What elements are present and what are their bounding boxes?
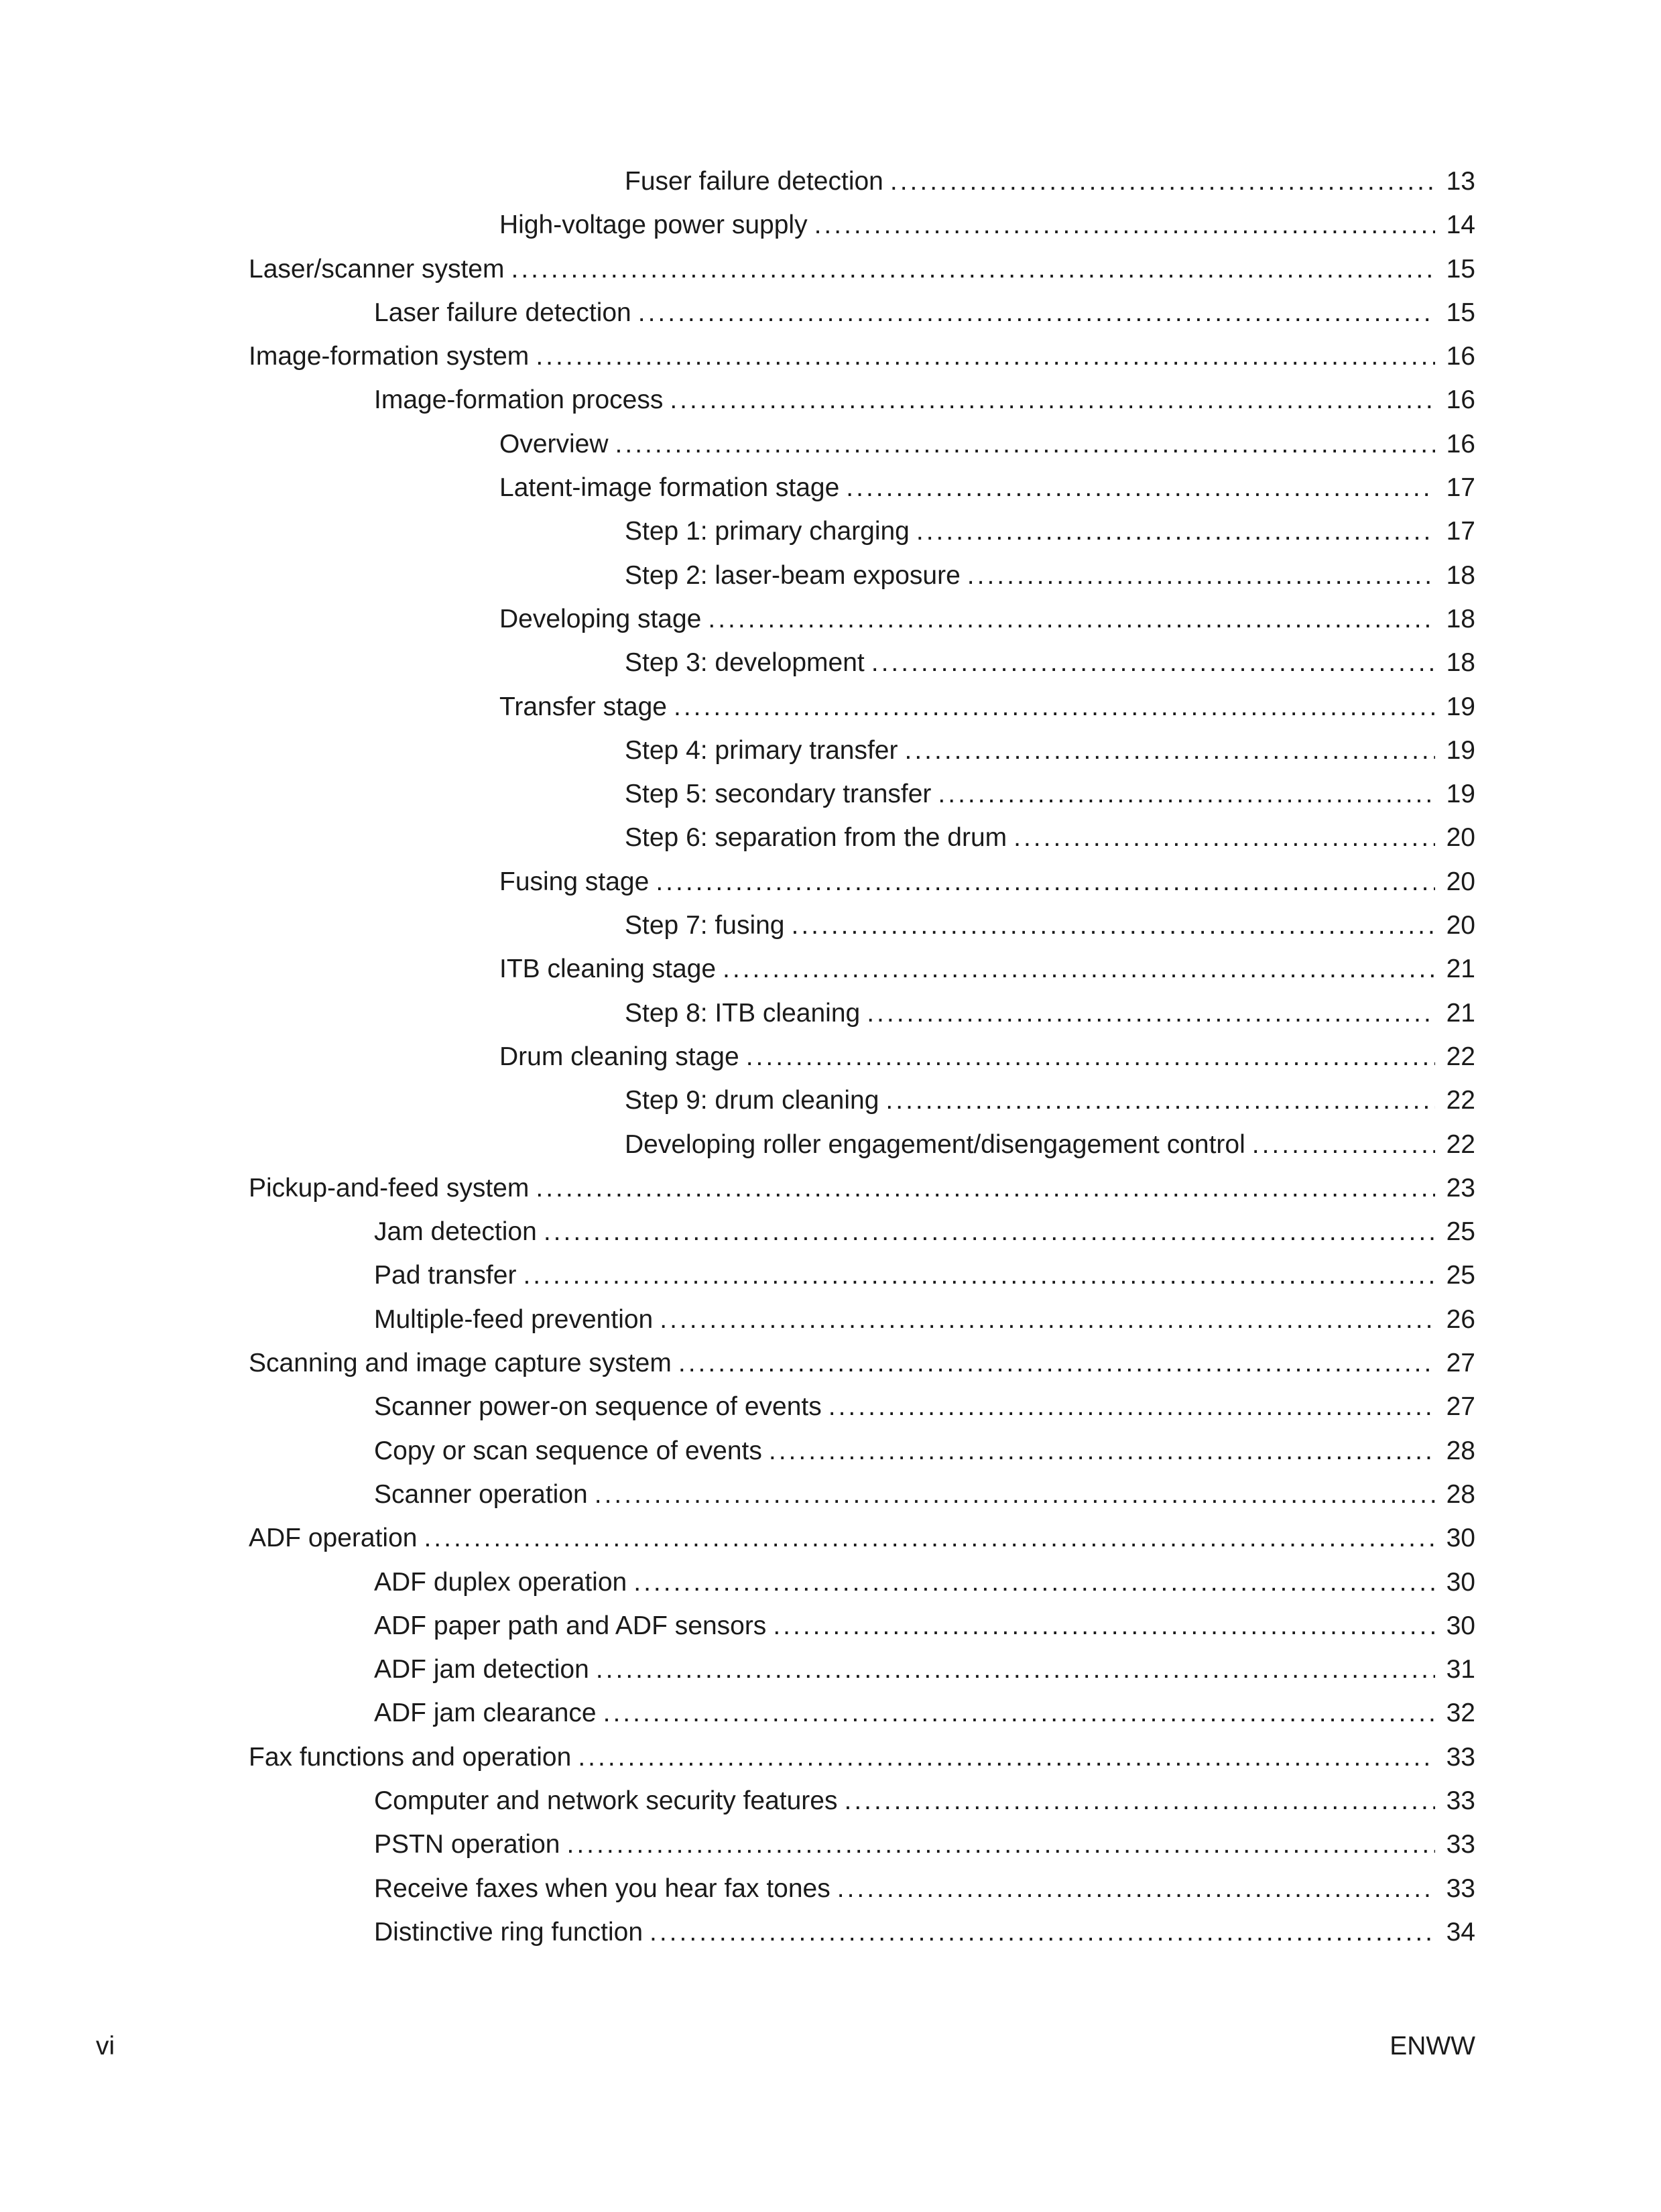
toc-entry-title: Latent-image formation stage <box>499 473 840 503</box>
toc-entry-title: Receive faxes when you hear fax tones <box>374 1873 830 1903</box>
toc-dot-leader <box>650 1910 1435 1954</box>
toc-entry[interactable] <box>0 816 1661 859</box>
toc-dot-leader <box>566 1823 1435 1866</box>
toc-entry-title: Laser failure detection <box>374 298 631 327</box>
toc-entry-page: 27 <box>1446 1349 1475 1378</box>
toc-entry-title: Distinctive ring function <box>374 1917 643 1947</box>
toc-dot-leader <box>670 378 1435 422</box>
toc-dot-leader <box>1252 1123 1435 1166</box>
toc-entry[interactable] <box>0 1210 1661 1253</box>
toc-dot-leader <box>511 247 1436 291</box>
toc-entry-page: 33 <box>1446 1873 1475 1903</box>
toc-entry-title: ADF operation <box>249 1524 418 1553</box>
toc-entry-title: Step 5: secondary transfer <box>625 780 932 809</box>
toc-dot-leader <box>595 1473 1435 1516</box>
toc-entry[interactable] <box>0 1691 1661 1735</box>
toc-entry-title: Overview <box>499 429 609 458</box>
toc-entry-page: 15 <box>1446 254 1475 284</box>
toc-entry-page: 21 <box>1446 955 1475 984</box>
toc-dot-leader <box>638 291 1435 334</box>
toc-dot-leader <box>769 1429 1435 1473</box>
toc-entry[interactable] <box>0 247 1661 291</box>
toc-entry[interactable] <box>0 1867 1661 1910</box>
toc-entry[interactable] <box>0 1429 1661 1473</box>
toc-entry-title: Image-formation system <box>249 342 530 371</box>
toc-entry-page: 22 <box>1446 1129 1475 1159</box>
toc-entry-title: High-voltage power supply <box>499 210 808 240</box>
toc-entry-page: 19 <box>1446 735 1475 765</box>
toc-entry-title: Developing stage <box>499 604 702 633</box>
toc-entry[interactable] <box>0 1298 1661 1341</box>
toc-entry-title: Step 3: development <box>625 648 865 678</box>
toc-entry-page: 25 <box>1446 1261 1475 1290</box>
footer-doc-code: ENWW <box>1390 2032 1475 2061</box>
toc-entry[interactable] <box>0 160 1661 203</box>
toc-entry[interactable] <box>0 772 1661 816</box>
toc-entry-page: 23 <box>1446 1173 1475 1203</box>
toc-entry-page: 17 <box>1446 517 1475 546</box>
toc-entry-page: 17 <box>1446 473 1475 503</box>
toc-entry[interactable] <box>0 203 1661 247</box>
footer-page-number: vi <box>96 2032 115 2061</box>
toc-entry[interactable] <box>0 860 1661 904</box>
toc-dot-leader <box>723 947 1435 991</box>
toc-entry-page: 14 <box>1446 210 1475 240</box>
toc-entry[interactable] <box>0 378 1661 422</box>
toc-dot-leader <box>424 1516 1435 1560</box>
toc-entry-page: 22 <box>1446 1086 1475 1115</box>
toc-entry-title: ADF jam clearance <box>374 1699 597 1728</box>
toc-dot-leader <box>656 860 1435 904</box>
toc-entry[interactable] <box>0 1779 1661 1823</box>
toc-dot-leader <box>814 203 1435 247</box>
toc-entry-title: Fuser failure detection <box>625 167 883 196</box>
toc-dot-leader <box>633 1560 1435 1604</box>
toc-entry[interactable] <box>0 729 1661 772</box>
toc-dot-leader <box>603 1691 1435 1735</box>
toc-entry[interactable] <box>0 334 1661 378</box>
toc-entry-page: 20 <box>1446 823 1475 853</box>
toc-dot-leader <box>536 1166 1435 1210</box>
toc-entry-page: 28 <box>1446 1436 1475 1465</box>
table-of-contents <box>0 160 1661 1954</box>
toc-dot-leader <box>867 991 1435 1035</box>
toc-entry[interactable] <box>0 597 1661 641</box>
toc-entry[interactable] <box>0 947 1661 991</box>
toc-entry-page: 25 <box>1446 1217 1475 1247</box>
toc-entry-title: Pad transfer <box>374 1261 517 1290</box>
toc-entry-title: Pickup-and-feed system <box>249 1173 530 1203</box>
toc-dot-leader <box>674 685 1435 729</box>
toc-dot-leader <box>845 1779 1436 1823</box>
toc-entry-title: Step 7: fusing <box>625 911 785 940</box>
toc-dot-leader <box>938 772 1435 816</box>
toc-entry-title: Image-formation process <box>374 385 664 415</box>
toc-entry[interactable] <box>0 1253 1661 1297</box>
toc-entry-title: Scanner operation <box>374 1479 588 1509</box>
toc-entry[interactable] <box>0 1079 1661 1122</box>
toc-dot-leader <box>904 729 1435 772</box>
toc-entry-page: 18 <box>1446 560 1475 590</box>
toc-dot-leader <box>523 1253 1435 1297</box>
toc-entry-page: 19 <box>1446 780 1475 809</box>
toc-entry[interactable] <box>0 685 1661 729</box>
toc-entry-page: 30 <box>1446 1524 1475 1553</box>
toc-entry-page: 30 <box>1446 1567 1475 1597</box>
toc-entry[interactable] <box>0 1910 1661 1954</box>
toc-dot-leader <box>708 597 1435 641</box>
toc-entry-title: Fusing stage <box>499 867 650 896</box>
toc-dot-leader <box>846 466 1435 509</box>
toc-entry-page: 31 <box>1446 1655 1475 1684</box>
toc-entry-title: Step 8: ITB cleaning <box>625 998 861 1028</box>
toc-entry[interactable] <box>0 1735 1661 1779</box>
toc-dot-leader <box>544 1210 1435 1253</box>
toc-entry[interactable] <box>0 1473 1661 1516</box>
toc-entry[interactable] <box>0 641 1661 684</box>
toc-entry-page: 13 <box>1446 167 1475 196</box>
toc-entry-page: 21 <box>1446 998 1475 1028</box>
toc-entry-page: 15 <box>1446 298 1475 327</box>
toc-entry-page: 18 <box>1446 648 1475 678</box>
toc-entry-page: 19 <box>1446 692 1475 721</box>
toc-entry-title: Scanner power-on sequence of events <box>374 1392 822 1422</box>
toc-entry-page: 33 <box>1446 1742 1475 1772</box>
toc-entry-title: Transfer stage <box>499 692 667 721</box>
toc-entry-title: Step 1: primary charging <box>625 517 910 546</box>
toc-entry-title: Laser/scanner system <box>249 254 505 284</box>
toc-entry-page: 28 <box>1446 1479 1475 1509</box>
toc-entry-title: Developing roller engagement/disengagement control <box>625 1129 1245 1159</box>
toc-entry-page: 20 <box>1446 867 1475 896</box>
toc-entry[interactable] <box>0 554 1661 597</box>
toc-entry-title: Step 4: primary transfer <box>625 735 898 765</box>
toc-dot-leader <box>885 1079 1435 1122</box>
toc-entry[interactable] <box>0 1823 1661 1866</box>
toc-entry-title: Drum cleaning stage <box>499 1042 739 1071</box>
toc-entry-title: ADF jam detection <box>374 1655 589 1684</box>
toc-entry[interactable] <box>0 1166 1661 1210</box>
toc-entry-page: 16 <box>1446 429 1475 458</box>
toc-entry-page: 16 <box>1446 342 1475 371</box>
toc-dot-leader <box>678 1341 1435 1385</box>
toc-entry-title: ADF paper path and ADF sensors <box>374 1611 767 1640</box>
toc-dot-leader <box>660 1298 1435 1341</box>
toc-entry-title: Step 2: laser-beam exposure <box>625 560 961 590</box>
toc-entry[interactable] <box>0 1123 1661 1166</box>
toc-entry[interactable] <box>0 1516 1661 1560</box>
toc-dot-leader <box>596 1648 1435 1691</box>
toc-entry-page: 27 <box>1446 1392 1475 1422</box>
toc-dot-leader <box>828 1385 1435 1428</box>
toc-entry-page: 22 <box>1446 1042 1475 1071</box>
toc-entry-page: 34 <box>1446 1917 1475 1947</box>
toc-entry-page: 32 <box>1446 1699 1475 1728</box>
toc-entry-page: 33 <box>1446 1786 1475 1815</box>
toc-entry-page: 30 <box>1446 1611 1475 1640</box>
toc-entry[interactable] <box>0 904 1661 947</box>
toc-entry[interactable] <box>0 509 1661 553</box>
toc-entry[interactable] <box>0 1385 1661 1428</box>
toc-entry[interactable] <box>0 466 1661 509</box>
toc-dot-leader <box>792 904 1436 947</box>
toc-entry[interactable] <box>0 422 1661 466</box>
toc-entry-title: Multiple-feed prevention <box>374 1304 654 1334</box>
toc-dot-leader <box>536 334 1435 378</box>
toc-entry-title: ADF duplex operation <box>374 1567 627 1597</box>
toc-entry-title: Fax functions and operation <box>249 1742 572 1772</box>
toc-dot-leader <box>773 1604 1435 1648</box>
toc-entry-page: 20 <box>1446 911 1475 940</box>
toc-entry[interactable] <box>0 991 1661 1035</box>
toc-entry-title: Computer and network security features <box>374 1786 838 1815</box>
toc-entry-title: ITB cleaning stage <box>499 955 717 984</box>
toc-dot-leader <box>890 160 1435 203</box>
toc-entry-page: 18 <box>1446 604 1475 633</box>
toc-entry-page: 26 <box>1446 1304 1475 1334</box>
toc-entry-title: Step 9: drum cleaning <box>625 1086 879 1115</box>
toc-entry[interactable] <box>0 1648 1661 1691</box>
toc-dot-leader <box>916 509 1435 553</box>
toc-entry[interactable] <box>0 291 1661 334</box>
toc-dot-leader <box>746 1035 1435 1079</box>
toc-entry[interactable] <box>0 1035 1661 1079</box>
toc-entry-page: 33 <box>1446 1830 1475 1859</box>
toc-dot-leader <box>615 422 1435 466</box>
toc-dot-leader <box>871 641 1435 684</box>
toc-dot-leader <box>578 1735 1435 1779</box>
toc-entry-title: Step 6: separation from the drum <box>625 823 1007 853</box>
toc-entry-title: Scanning and image capture system <box>249 1349 672 1378</box>
toc-entry[interactable] <box>0 1604 1661 1648</box>
toc-entry-page: 16 <box>1446 385 1475 415</box>
toc-entry[interactable] <box>0 1341 1661 1385</box>
toc-entry-title: Copy or scan sequence of events <box>374 1436 762 1465</box>
toc-entry-title: Jam detection <box>374 1217 537 1247</box>
toc-entry[interactable] <box>0 1560 1661 1604</box>
toc-dot-leader <box>837 1867 1435 1910</box>
toc-entry-title: PSTN operation <box>374 1830 560 1859</box>
toc-dot-leader <box>1013 816 1435 859</box>
toc-dot-leader <box>967 554 1435 597</box>
